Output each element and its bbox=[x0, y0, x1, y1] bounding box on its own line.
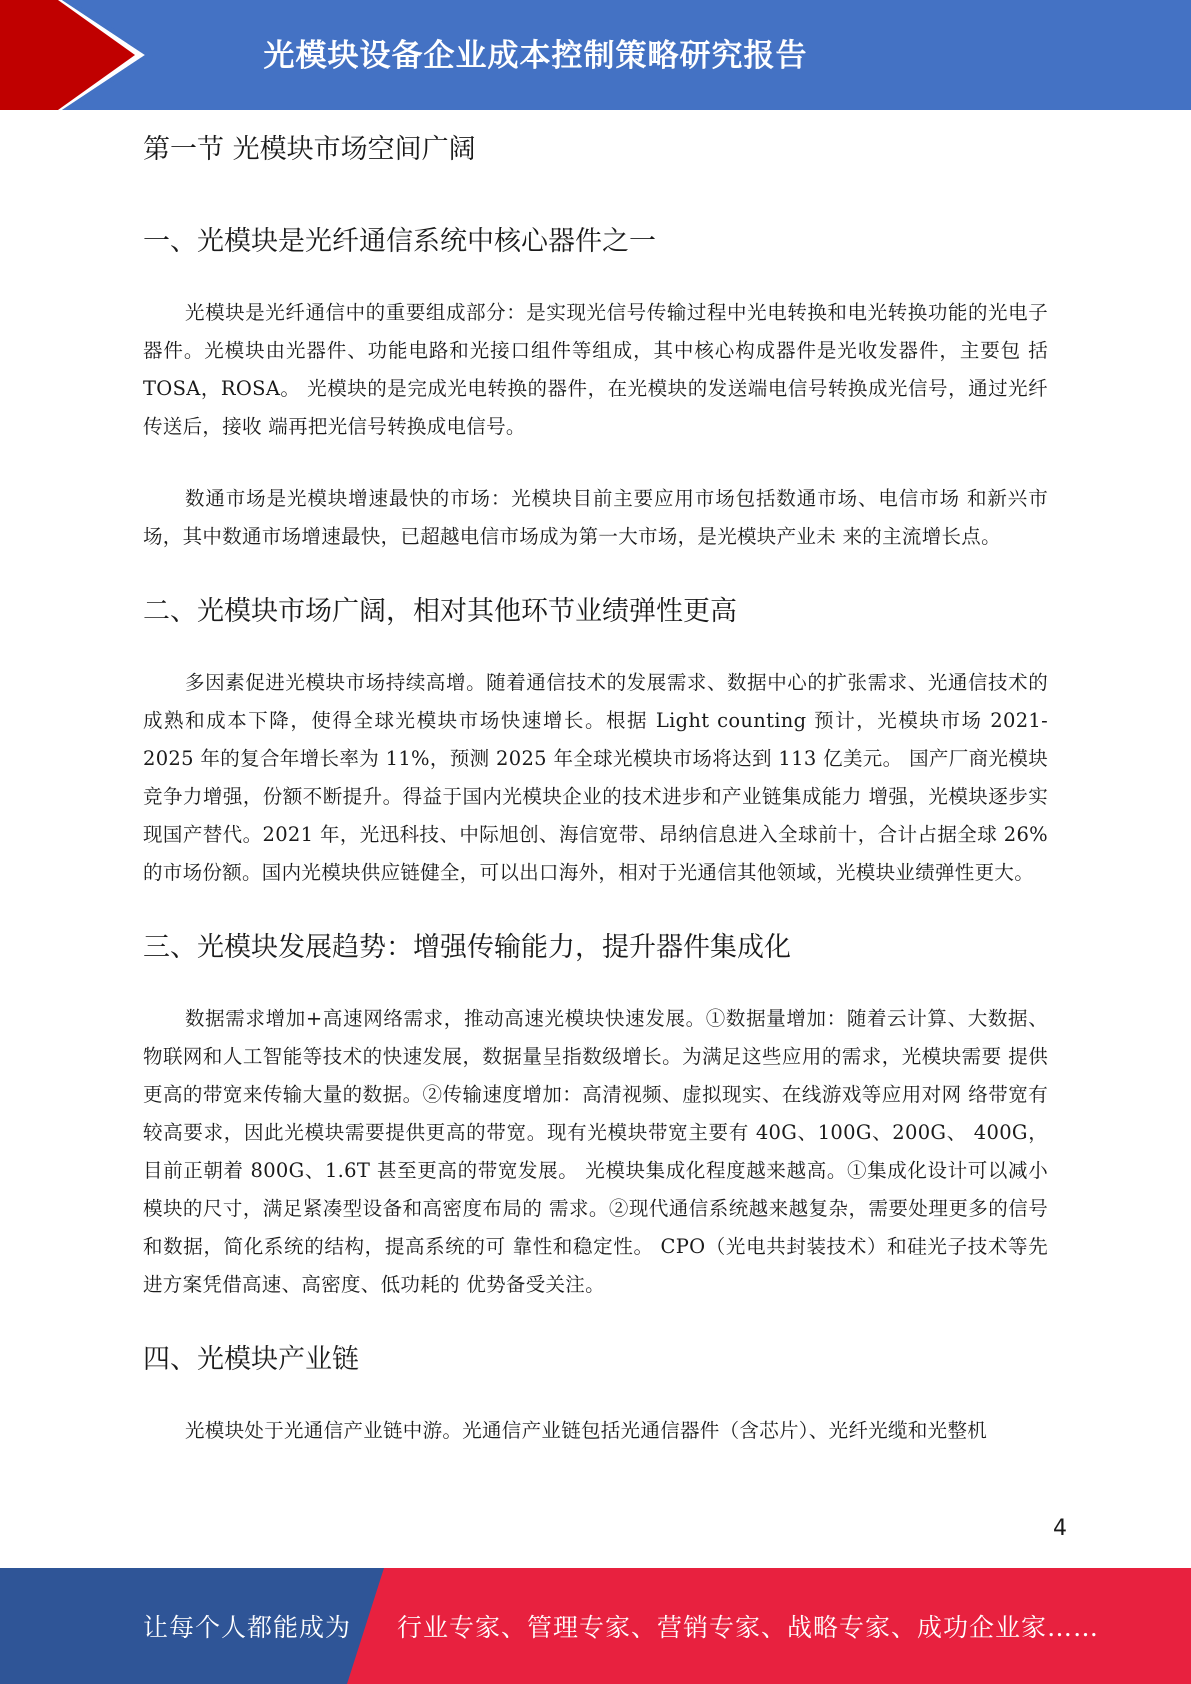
paragraph: 数通市场是光模块增速最快的市场：光模块目前主要应用市场包括数通市场、电信市场 和新兴市场，其中数通市场增速最快，已超越电信市场成为第一大市场，是光模块产业未 来的主流增长点。 bbox=[143, 487, 1048, 548]
page-header bbox=[0, 0, 1191, 110]
paragraph: 光模块是光纤通信中的重要组成部分：是实现光信号传输过程中光电转换和电光转换功能的光电子 器件。光模块由光器件、功能电路和光接口组件等组成，其中核心构成器件是光收发器件，主要包 括 TOSA，ROSA。 光模块的是完成光电转换的器件，在光模块的发送端电信号转换成光信号，通过光纤传送后，接收 端再把光信号转换成电信号。 bbox=[143, 301, 1048, 438]
section-4 bbox=[143, 1338, 1048, 1450]
section-heading: 一、光模块是光纤通信系统中核心器件之一 bbox=[143, 226, 656, 257]
paragraph: 数据需求增加+高速网络需求，推动高速光模块快速发展。①数据量增加：随着云计算、大数据、 物联网和人工智能等技术的快速发展，数据量呈指数级增长。为满足这些应用的需求，光模块需要 提供更高的带宽来传输大量的数据。②传输速度增加：高清视频、虚拟现实、在线游戏等应用对网 络带宽有较高要求，因此光模块需要提供更高的带宽。现有光模块带宽主要有 40G、100G、200G、 400G，目前正朝着 800G、1.6T 甚至更高的带宽发展。 光模块集成化程度越来越高。①集成化设计可以减小模块的尺寸，满足紧凑型设备和高密度布局的 需求。②现代通信系统越来越复杂，需要处理更多的信号和数据，简化系统的结构，提高系统的可 靠性和稳定性。 CPO（光电共封装技术）和硅光子技术等先进方案凭借高速、高密度、低功耗的 优势备受关注。 bbox=[143, 1007, 1048, 1296]
section-3 bbox=[143, 926, 1048, 1304]
footer-slogan-right: 行业专家、管理专家、营销专家、战略专家、成功企业家…… bbox=[397, 1613, 1100, 1642]
paragraph: 多因素促进光模块市场持续高增。随着通信技术的发展需求、数据中心的扩张需求、光通信技术的 成熟和成本下降，使得全球光模块市场快速增长。根据 Light counting 预计，光模块市场 2021-2025 年的复合年增长率为 11%，预测 2025 年全球光模块市场将达到 113 亿美元。 国产厂商光模块竞争力增强，份额不断提升。得益于国内光模块企业的技术进步和产业链集成能力 增强，光模块逐步实现国产替代。2021 年，光迅科技、中际旭创、海信宽带、昂纳信息进入全球前十，合计占据全球 26%的市场份额。国内光模块供应链健全，可以出口海外，相对于光通信其他领域，光模块业绩弹性更大。 bbox=[143, 671, 1048, 884]
section-heading: 三、光模块发展趋势：增强传输能力，提升器件集成化 bbox=[143, 932, 791, 963]
paragraph: 光模块处于光通信产业链中游。光通信产业链包括光通信器件（含芯片）、光纤光缆和光整机 bbox=[185, 1419, 988, 1442]
page-number: 4 bbox=[1053, 1516, 1067, 1541]
main-content bbox=[143, 128, 1048, 1484]
page-footer bbox=[0, 1568, 1191, 1684]
section-title: 第一节 光模块市场空间广阔 bbox=[143, 134, 476, 165]
red-chevron-decoration bbox=[0, 0, 160, 110]
report-title-text: 光模块设备企业成本控制策略研究报告 bbox=[263, 37, 808, 74]
section-heading: 二、光模块市场广阔，相对其他环节业绩弹性更高 bbox=[143, 596, 737, 627]
report-title bbox=[240, 0, 1191, 104]
section-heading: 四、光模块产业链 bbox=[143, 1344, 359, 1375]
footer-slogan-left: 让每个人都能成为 bbox=[143, 1613, 352, 1642]
section-1 bbox=[143, 220, 1048, 556]
section-2 bbox=[143, 590, 1048, 892]
